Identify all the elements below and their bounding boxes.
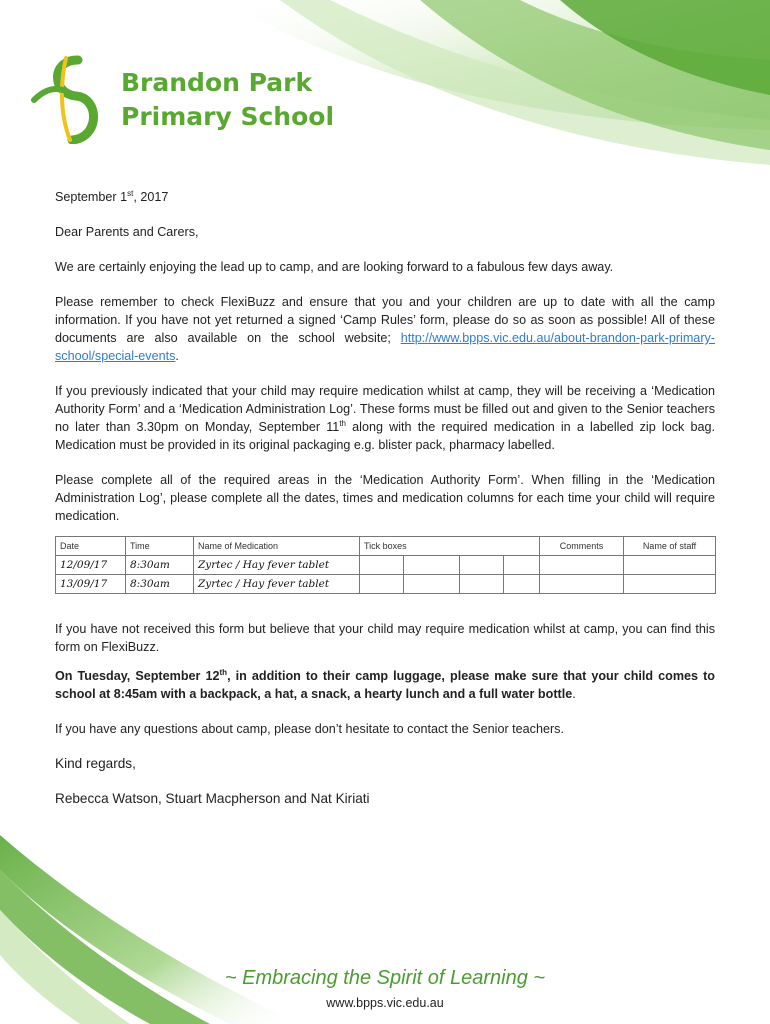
tick-box[interactable] (460, 556, 504, 575)
table-row (56, 556, 716, 575)
signatories: Rebecca Watson, Stuart Macpherson and Nat Kiriati (55, 791, 370, 806)
cell-comments[interactable] (540, 556, 624, 575)
header-staff: Name of staff (624, 537, 716, 556)
cell-comments[interactable] (540, 575, 624, 594)
cell-staff[interactable] (624, 556, 716, 575)
cell-time: 8:30am (126, 556, 194, 575)
paragraph-intro: We are certainly enjoying the lead up to camp, and are looking forward to a fabulous few days away. (55, 260, 614, 274)
header-medication: Name of Medication (194, 537, 360, 556)
footer-url[interactable]: www.bpps.vic.edu.au (326, 996, 444, 1010)
tick-box[interactable] (404, 575, 460, 594)
cell-medication: Zyrtec / Hay fever tablet (194, 556, 360, 575)
header-comments: Comments (540, 537, 624, 556)
letter-date: September 1st, 2017 (55, 188, 169, 204)
paragraph-flexibuzz: Please remember to check FlexiBuzz and ensure that you and your children are up to date with all the camp information. If you have not yet returned a signed ‘Camp Rules’ form, please do so as soon as possible! All of these documents are also available on the school website; http://www.bpps.vic.edu.au/about-brandon-park-primary-school/special-events. (55, 295, 715, 363)
header-time: Time (126, 537, 194, 556)
cell-date: 13/09/17 (56, 575, 126, 594)
cell-medication: Zyrtec / Hay fever tablet (194, 575, 360, 594)
footer-slogan: ~ Embracing the Spirit of Learning ~ (224, 967, 546, 989)
paragraph-complete-forms: Please complete all of the required areas in the ‘Medication Authority Form’. When filling in the ‘Medication Administration Log’, please complete all the dates, times and medication columns for each time your child will require medication. (55, 473, 715, 523)
special-events-link[interactable]: http://www.bpps.vic.edu.au/about-brandon-park-primary-school/special-events (55, 331, 715, 363)
tick-box[interactable] (504, 556, 540, 575)
school-name-line1: Brandon Park (121, 68, 313, 97)
tick-box[interactable] (504, 575, 540, 594)
paragraph-not-received: If you have not received this form but believe that your child may require medication whilst at camp, you can find this form on FlexiBuzz. (55, 622, 715, 654)
tick-box[interactable] (404, 556, 460, 575)
header-tick-boxes: Tick boxes (360, 537, 540, 556)
school-logo-icon (30, 54, 120, 144)
school-name (121, 66, 334, 134)
paragraph-questions: If you have any questions about camp, please don’t hesitate to contact the Senior teachers. (55, 722, 564, 736)
cell-staff[interactable] (624, 575, 716, 594)
paragraph-medication: If you previously indicated that your child may require medication whilst at camp, they will be receiving a ‘Medication Authority Form’ and a ‘Medication Administration Log’. These forms must be filled out and given to the Senior teachers no later than 3.30pm on Monday, September 11th along with the required medication in a labelled zip lock bag. Medication must be provided in its original packaging e.g. blister pack, pharmacy labelled. (55, 384, 715, 452)
header-date: Date (56, 537, 126, 556)
tick-box[interactable] (360, 556, 404, 575)
cell-time: 8:30am (126, 575, 194, 594)
table-header-row (56, 537, 716, 556)
tick-box[interactable] (360, 575, 404, 594)
letter-body (55, 188, 715, 825)
table-row (56, 575, 716, 594)
medication-log-table (55, 536, 716, 594)
salutation: Dear Parents and Carers, (55, 225, 199, 239)
school-name-line2: Primary School (121, 102, 335, 131)
tick-box[interactable] (460, 575, 504, 594)
closing: Kind regards, (55, 756, 136, 771)
cell-date: 12/09/17 (56, 556, 126, 575)
paragraph-camp-day: On Tuesday, September 12th, in addition to their camp luggage, please make sure that your child comes to school at 8:45am with a backpack, a hat, a snack, a hearty lunch and a full water bottle. (55, 667, 715, 701)
